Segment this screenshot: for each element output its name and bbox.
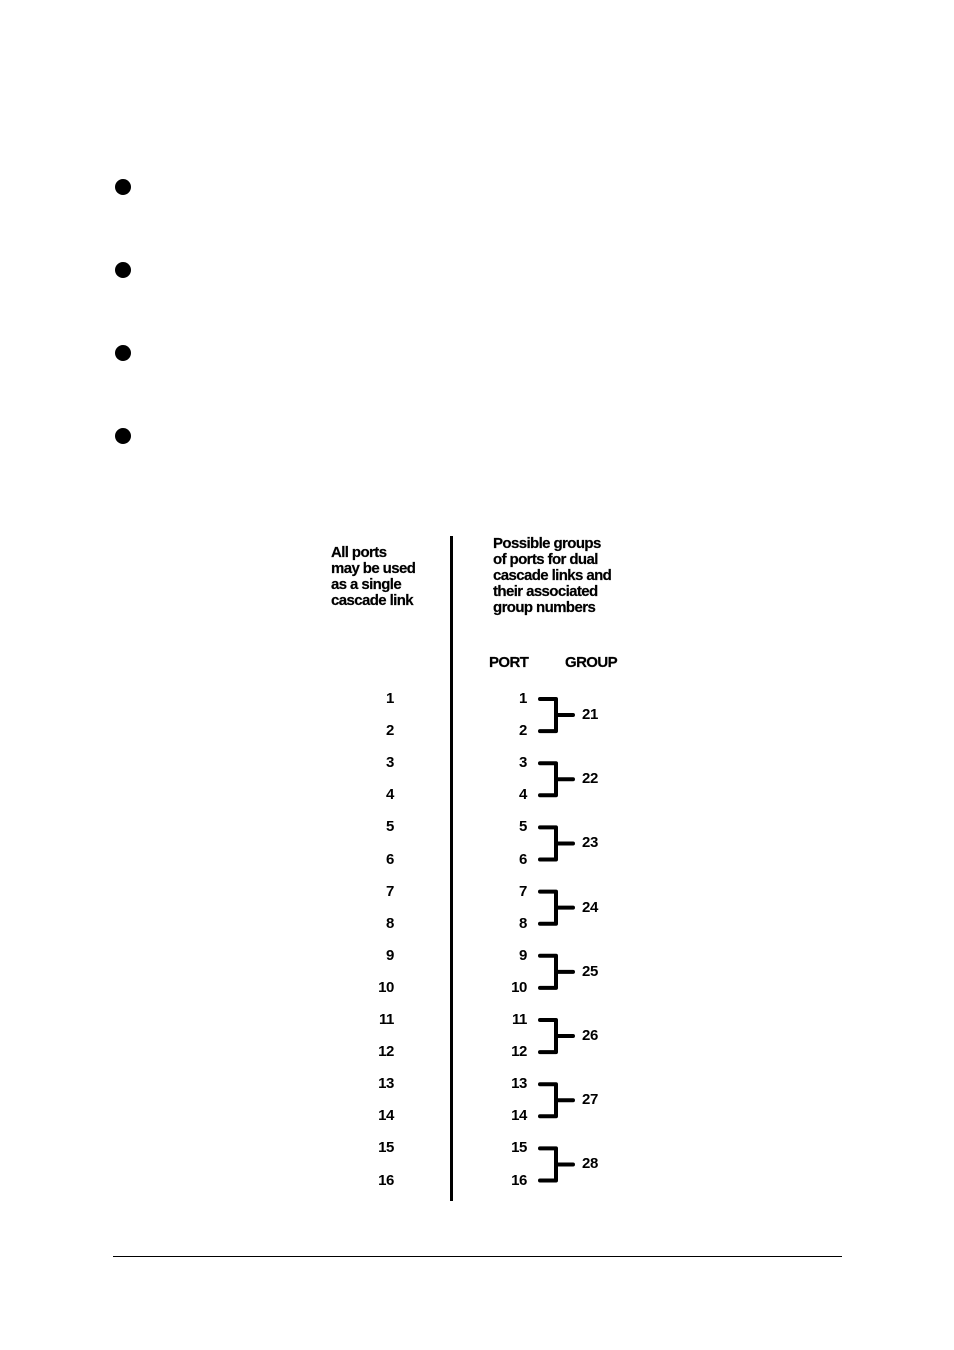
dual-link-note: Possible groups of ports for dual cascade links and their associated group numbers xyxy=(493,535,612,616)
group-bracket xyxy=(540,763,573,795)
group-port-number: 11 xyxy=(511,1011,527,1028)
group-port-number: 16 xyxy=(511,1171,527,1189)
group-bracket xyxy=(540,699,573,731)
group-bracket xyxy=(540,1148,573,1180)
single-port-number: 13 xyxy=(378,1075,394,1093)
group-bracket xyxy=(540,827,573,859)
group-port-number: 1 xyxy=(519,690,527,707)
group-bracket xyxy=(540,1020,573,1052)
group-port-number: 6 xyxy=(519,850,527,868)
group-port-number: 13 xyxy=(511,1075,527,1093)
group-port-number: 8 xyxy=(519,914,527,932)
group-port-number: 9 xyxy=(519,946,527,964)
group-number: 21 xyxy=(582,706,598,724)
group-bracket xyxy=(540,1084,573,1116)
bullet-point-3 xyxy=(115,345,131,361)
single-port-number: 2 xyxy=(386,722,394,740)
single-port-number: 5 xyxy=(386,818,394,836)
single-port-number: 4 xyxy=(386,786,394,804)
group-number: 25 xyxy=(582,962,598,980)
bullet-point-2 xyxy=(115,262,131,278)
group-number: 28 xyxy=(582,1155,598,1173)
group-port-number: 12 xyxy=(511,1043,527,1061)
group-port-number: 3 xyxy=(519,754,527,772)
single-port-number: 11 xyxy=(378,1011,394,1028)
single-link-note: All ports may be used as a single cascade link xyxy=(331,544,416,609)
group-number: 27 xyxy=(582,1091,598,1109)
single-port-number: 6 xyxy=(386,850,394,868)
group-port-number: 15 xyxy=(511,1139,527,1157)
single-port-number: 15 xyxy=(378,1139,394,1157)
footer-rule xyxy=(113,1256,842,1257)
group-number: 23 xyxy=(582,834,598,852)
single-port-number: 7 xyxy=(386,882,394,900)
group-bracket xyxy=(540,956,573,988)
group-number: 26 xyxy=(582,1027,598,1045)
group-number: 24 xyxy=(582,898,598,916)
group-port-number: 4 xyxy=(519,786,527,804)
group-bracket xyxy=(540,892,573,924)
group-header: GROUP xyxy=(565,654,618,671)
group-port-number: 2 xyxy=(519,722,527,740)
column-divider xyxy=(450,536,453,1201)
group-port-number: 10 xyxy=(511,978,527,996)
group-number: 22 xyxy=(582,770,598,788)
single-port-number: 8 xyxy=(386,914,394,932)
single-port-number: 14 xyxy=(378,1107,394,1125)
group-port-number: 14 xyxy=(511,1107,527,1125)
single-port-number: 10 xyxy=(378,978,394,996)
single-port-number: 9 xyxy=(386,946,394,964)
port-header: PORT xyxy=(489,654,529,671)
single-port-number: 16 xyxy=(378,1171,394,1189)
single-port-number: 1 xyxy=(386,690,394,707)
bullet-point-4 xyxy=(115,428,131,444)
single-port-number: 12 xyxy=(378,1043,394,1061)
bullet-point-1 xyxy=(115,179,131,195)
group-port-number: 7 xyxy=(519,882,527,900)
single-port-number: 3 xyxy=(386,754,394,772)
group-port-number: 5 xyxy=(519,818,527,836)
